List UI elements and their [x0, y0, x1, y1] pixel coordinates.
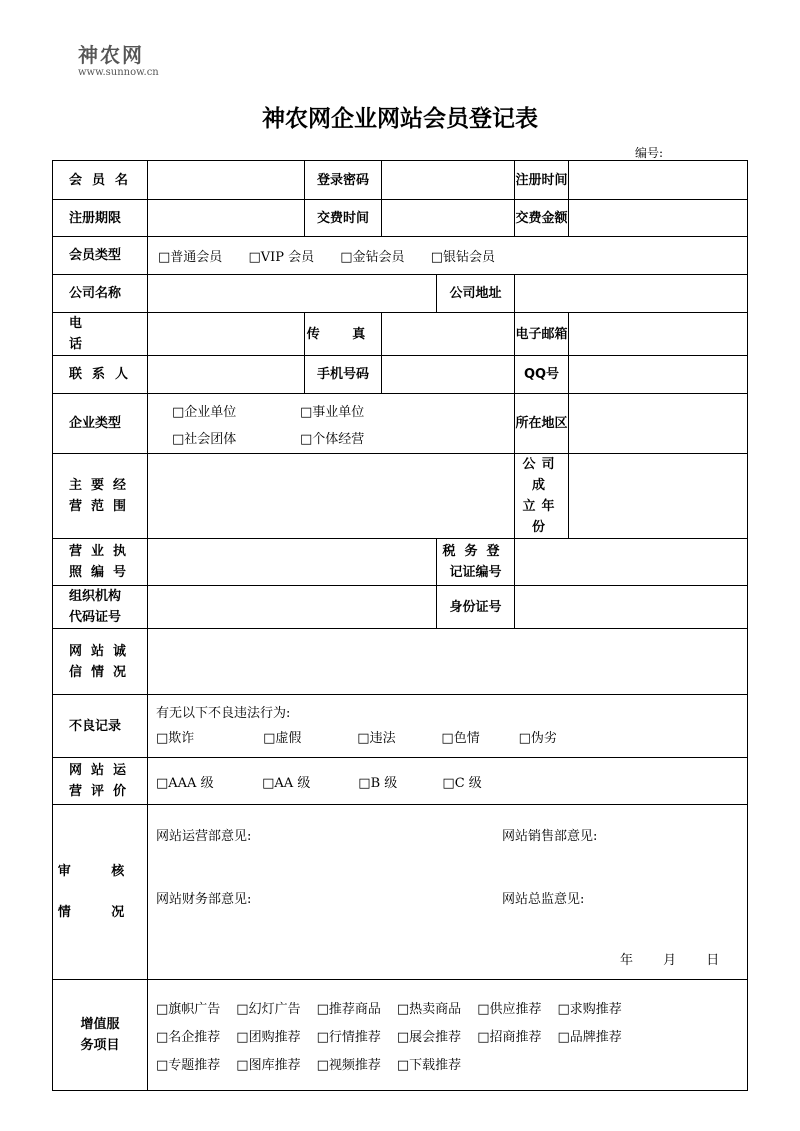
label-bad-record: 不良记录 [53, 695, 148, 758]
label-operation-rating-line1: 网站运 [69, 763, 136, 778]
label-org-code-line1: 组织机构 [69, 589, 122, 604]
member-type-option[interactable]: □VIP 会员 [248, 250, 315, 265]
label-review-line2: 情 况 [57, 905, 143, 920]
service-option[interactable]: □名企推荐 [156, 1029, 221, 1045]
bad-record-field [148, 695, 748, 758]
region-field[interactable] [569, 394, 748, 454]
label-services-line1: 增值服 [80, 1017, 120, 1032]
label-business-license-line2: 照编号 [69, 565, 136, 580]
label-fax: 传 真 [305, 313, 382, 356]
bad-record-option[interactable]: □色情 [441, 731, 480, 746]
label-member-type: 会员类型 [53, 237, 148, 275]
member-type-option[interactable]: □银钻会员 [430, 250, 495, 265]
service-option[interactable]: □团购推荐 [236, 1029, 301, 1045]
service-option[interactable]: □专题推荐 [156, 1057, 221, 1073]
service-option[interactable]: □热卖商品 [396, 1001, 462, 1017]
label-register-time: 注册时间 [515, 161, 569, 200]
label-enterprise-type: 企业类型 [53, 394, 148, 454]
service-option[interactable]: □求购推荐 [557, 1001, 622, 1017]
service-option[interactable]: □品牌推荐 [557, 1029, 622, 1045]
label-tax-registration-line2: 记证编号 [449, 565, 502, 580]
register-period-field[interactable] [148, 200, 305, 237]
operation-rating-options [148, 758, 748, 805]
form-title: 神农网企业网站会员登记表 [262, 106, 538, 132]
id-number-field[interactable] [515, 586, 748, 629]
label-contact: 联系人 [53, 356, 148, 394]
label-id-number: 身份证号 [437, 586, 515, 629]
label-qq: QQ号 [515, 356, 569, 394]
service-option[interactable]: □行情推荐 [316, 1029, 381, 1045]
register-time-field[interactable] [569, 161, 748, 200]
label-org-code [53, 586, 148, 629]
label-business-license-line1: 营业执 [69, 544, 136, 559]
fax-field[interactable] [382, 313, 515, 356]
label-mobile: 手机号码 [305, 356, 382, 394]
enterprise-type-options [148, 394, 515, 454]
label-value-added-services [53, 980, 148, 1091]
review-finance-opinion[interactable]: 网站财务部意见: [156, 892, 252, 907]
rating-option[interactable]: □AA 级 [262, 775, 311, 791]
label-region: 所在地区 [515, 394, 569, 454]
label-payment-time: 交费时间 [305, 200, 382, 237]
label-review [53, 805, 148, 980]
label-website-integrity-line2: 信情况 [69, 664, 136, 680]
bad-record-option[interactable]: □伪劣 [518, 731, 557, 746]
member-type-options [148, 237, 748, 275]
label-company-name: 公司名称 [53, 275, 148, 313]
label-business-license [53, 539, 148, 586]
member-type-option[interactable]: □普通会员 [158, 250, 223, 265]
label-founded-year [515, 454, 569, 539]
label-member-name: 会员名 [53, 161, 148, 200]
label-business-scope [53, 454, 148, 539]
website-integrity-field[interactable] [148, 629, 748, 695]
label-company-address: 公司地址 [437, 275, 515, 313]
label-tax-registration-line1: 税务登 [442, 544, 509, 559]
payment-amount-field[interactable] [569, 200, 748, 237]
email-field[interactable] [569, 313, 748, 356]
enterprise-type-option[interactable]: □事业单位 [300, 404, 365, 420]
phone-field[interactable] [148, 313, 305, 356]
org-code-field[interactable] [148, 586, 437, 629]
company-name-field[interactable] [148, 275, 437, 313]
service-option[interactable]: □下载推荐 [396, 1057, 462, 1073]
service-option[interactable]: □视频推荐 [316, 1057, 381, 1073]
bad-record-question: 有无以下不良违法行为: [156, 706, 291, 721]
rating-option[interactable]: □AAA 级 [156, 775, 214, 791]
rating-option[interactable]: □B 级 [358, 775, 398, 791]
label-founded-year-line1: 公司成 [522, 457, 561, 493]
label-org-code-line2: 代码证号 [69, 610, 122, 625]
review-date: 年 月 日 [620, 953, 720, 968]
business-scope-field[interactable] [148, 454, 515, 539]
payment-time-field[interactable] [382, 200, 515, 237]
service-option[interactable]: □幻灯广告 [236, 1001, 301, 1017]
review-ops-opinion[interactable]: 网站运营部意见: [156, 829, 252, 844]
label-founded-year-line2: 立年份 [522, 499, 561, 535]
review-director-opinion[interactable]: 网站总监意见: [502, 892, 585, 907]
value-added-services [148, 980, 748, 1091]
label-phone: 电 话 [53, 313, 148, 356]
service-option[interactable]: □供应推荐 [477, 1001, 542, 1017]
mobile-field[interactable] [382, 356, 515, 394]
label-payment-amount: 交费金额 [515, 200, 569, 237]
bad-record-option[interactable]: □欺诈 [156, 731, 195, 746]
label-register-period: 注册期限 [53, 200, 148, 237]
bad-record-option[interactable]: □违法 [357, 731, 396, 746]
logo-name: 神农网 [78, 43, 144, 67]
rating-option[interactable]: □C 级 [442, 775, 482, 791]
label-business-scope-line1: 主要经 [69, 478, 136, 493]
label-business-scope-line2: 营范围 [69, 499, 136, 514]
label-login-password: 登录密码 [305, 161, 382, 200]
service-option[interactable]: □图库推荐 [236, 1057, 301, 1073]
label-website-integrity [53, 629, 148, 695]
enterprise-type-option[interactable]: □个体经营 [300, 431, 365, 447]
logo-url: www.sunnow.cn [78, 67, 159, 78]
label-operation-rating [53, 758, 148, 805]
enterprise-type-option[interactable]: □企业单位 [172, 404, 237, 420]
review-field [148, 805, 748, 980]
site-logo [78, 44, 159, 79]
founded-year-field[interactable] [569, 454, 748, 539]
label-review-line1: 审 核 [57, 864, 143, 879]
service-option[interactable]: □旗帜广告 [156, 1001, 221, 1017]
registration-form-table [52, 160, 748, 1091]
tax-registration-field[interactable] [515, 539, 748, 586]
service-option[interactable]: □展会推荐 [396, 1029, 462, 1045]
label-website-integrity-line1: 网站诚 [69, 643, 136, 659]
company-address-field[interactable] [515, 275, 748, 313]
enterprise-type-option[interactable]: □社会团体 [172, 431, 237, 447]
review-sales-opinion[interactable]: 网站销售部意见: [502, 829, 598, 844]
label-email: 电子邮箱 [515, 313, 569, 356]
member-type-option[interactable]: □金钻会员 [340, 250, 405, 265]
member-name-field[interactable] [148, 161, 305, 200]
service-option[interactable]: □招商推荐 [477, 1029, 542, 1045]
contact-field[interactable] [148, 356, 305, 394]
qq-field[interactable] [569, 356, 748, 394]
label-tax-registration [437, 539, 515, 586]
login-password-field[interactable] [382, 161, 515, 200]
label-services-line2: 务项目 [80, 1038, 120, 1053]
business-license-field[interactable] [148, 539, 437, 586]
serial-number-label: 编号: [635, 146, 664, 160]
service-option[interactable]: □推荐商品 [316, 1001, 381, 1017]
label-operation-rating-line2: 营评价 [69, 784, 136, 799]
bad-record-option[interactable]: □虚假 [263, 731, 302, 746]
